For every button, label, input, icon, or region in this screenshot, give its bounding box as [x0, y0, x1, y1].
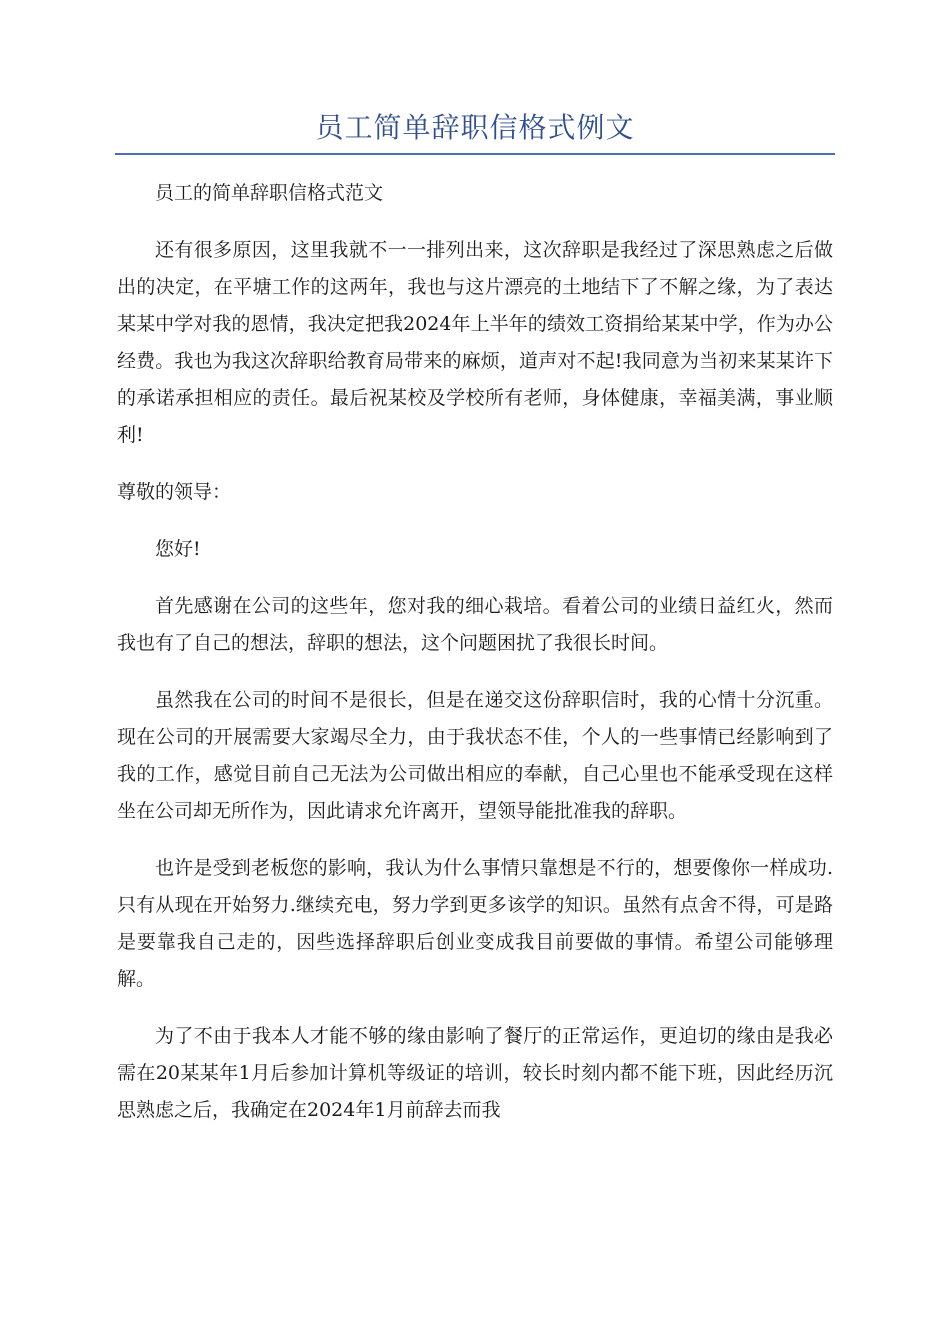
paragraph: 为了不由于我本人才能不够的缘由影响了餐厅的正常运作，更迫切的缘由是我必需在20某某年1月后参加计算机等级证的培训，较长时刻内都不能下班，因此经历沉思熟虑之后，我确定在2024年1月前辞去而我	[117, 1025, 833, 1121]
paragraph-subtitle: 员工的简单辞职信格式范文	[155, 182, 384, 204]
paragraph: 虽然我在公司的时间不是很长，但是在递交这份辞职信时，我的心情十分沉重。现在公司的开展需要大家竭尽全力，由于我状态不佳，个人的一些事情已经影响到了我的工作，感觉目前自己无法为公司做出相应的奉献，自己心里也不能承受现在这样坐在公司却无所作为，因此请求允许离开，望领导能批准我的辞职。	[117, 689, 833, 822]
title-underline	[115, 153, 835, 155]
paragraph: 首先感谢在公司的这些年，您对我的细心栽培。看着公司的业绩日益红火，然而我也有了自己的想法，辞职的想法，这个问题困扰了我很长时间。	[117, 595, 833, 654]
paragraph: 也许是受到老板您的影响，我认为什么事情只靠想是不行的，想要像你一样成功.只有从现在开始努力.继续充电，努力学到更多该学的知识。虽然有点舍不得，可是路是要靠我自己走的，因些选择辞职后创业变成我目前要做的事情。希望公司能够理解。	[117, 857, 833, 990]
paragraph: 还有很多原因，这里我就不一一排列出来，这次辞职是我经过了深思熟虑之后做出的决定，在平塘工作的这两年，我也与这片漂亮的土地结下了不解之缘，为了表达某某中学对我的恩情，我决定把我2024年上半年的绩效工资捐给某某中学，作为办公经费。我也为我这次辞职给教育局带来的麻烦，道声对不起!我同意为当初来某某许下的承诺承担相应的责任。最后祝某校及学校所有老师，身体健康，幸福美满，事业顺利!	[117, 239, 833, 446]
document-body	[117, 175, 833, 1149]
greeting: 您好!	[155, 538, 201, 560]
document-title: 员工简单辞职信格式例文	[315, 111, 635, 144]
salutation: 尊敬的领导：	[117, 481, 232, 503]
